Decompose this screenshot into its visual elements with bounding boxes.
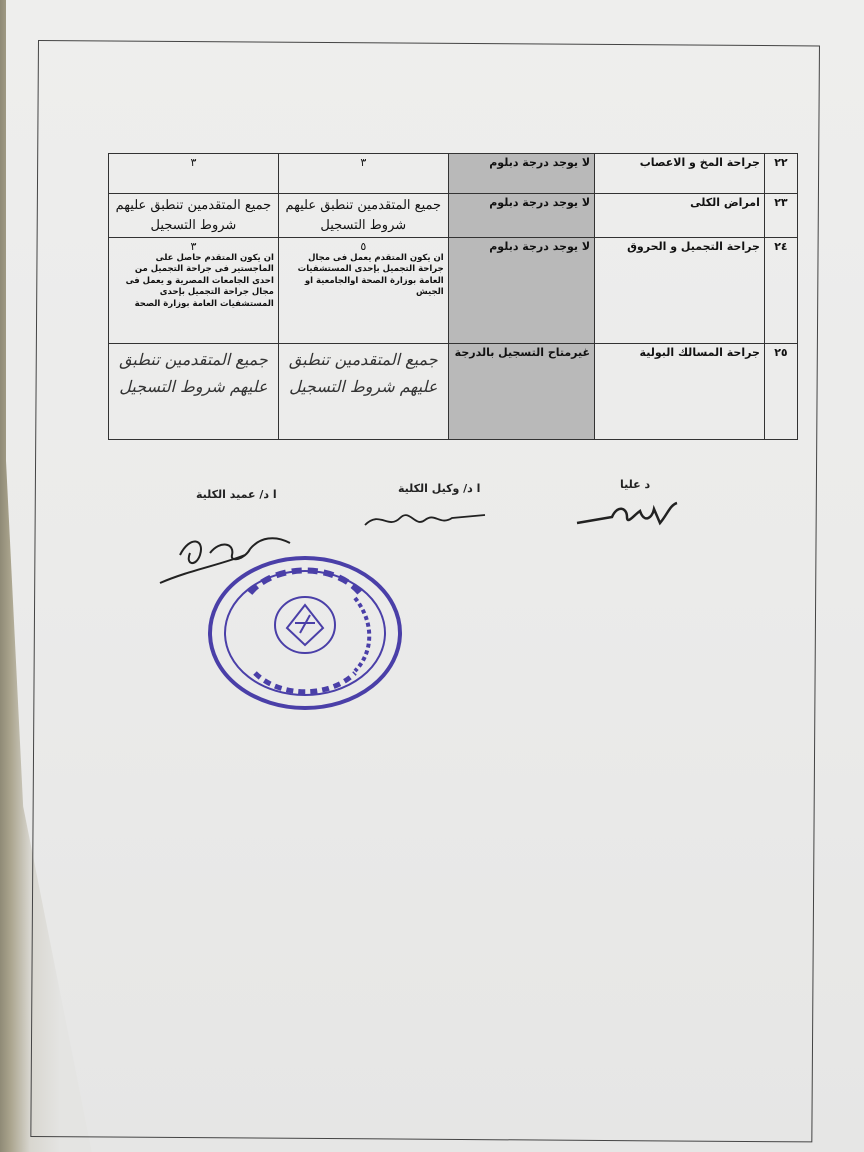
table-row: [109, 154, 798, 194]
vice-dean-signature: [360, 500, 490, 540]
row-number: ٢٣: [764, 194, 797, 238]
specialty-name: امراض الكلى: [595, 194, 765, 238]
diploma-status: لا يوجد درجة دبلوم: [448, 194, 594, 238]
row-number: ٢٥: [764, 344, 797, 440]
specialty-name: جراحة المسالك البولية: [595, 344, 765, 440]
count-value: ٣: [190, 240, 197, 253]
conditions-text: جميع المتقدمين تنطبق عليهم شروط التسجيل: [285, 198, 442, 233]
handwritten-note: جميع المتقدمين تنطبق عليهم شروط التسجيل: [288, 350, 438, 397]
count-value: ٥: [360, 240, 367, 253]
row-number: ٢٢: [764, 154, 797, 194]
conditions-text: جميع المتقدمين تنطبق عليهم شروط التسجيل: [115, 198, 272, 233]
conditions-text: ان يكون المتقدم حاصل على الماجستير فى جراحة التجميل من احدى الجامعات المصرية و يعمل فى مجال جراحة التجميل بإحدى المستشفيات العامة بوزارة الصحة: [125, 253, 274, 309]
conditions-text: ان يكون المتقدم يعمل فى مجال جراحة التجميل بإحدى المستشفيات العامة بوزارة الصحة اوالجامعية او الجيش: [297, 253, 444, 298]
higher-studies-label: د عليا: [620, 478, 651, 491]
table-row: [109, 344, 798, 440]
table-row: [109, 238, 798, 344]
count-cell: ٣: [109, 154, 279, 194]
diploma-status: لا يوجد درجة دبلوم: [448, 154, 594, 194]
university-seal: [205, 553, 405, 713]
diploma-status: لا يوجد درجة دبلوم: [448, 238, 594, 344]
count-cell: ٣: [278, 154, 448, 194]
table-row: [109, 194, 798, 238]
vice-dean-label: ا د/ وكيل الكلية: [398, 482, 481, 495]
specialty-name: جراحة التجميل و الحروق: [595, 238, 765, 344]
specialty-name: جراحة المخ و الاعصاب: [595, 154, 765, 194]
registration-table: [108, 153, 798, 440]
higher-studies-signature: [572, 495, 682, 535]
diploma-status: غيرمتاح التسجيل بالدرجة: [448, 344, 594, 440]
dean-label: ا د/ عميد الكلية: [196, 488, 277, 501]
handwritten-note: جميع المتقدمين تنطبق عليهم شروط التسجيل: [119, 350, 268, 397]
row-number: ٢٤: [764, 238, 797, 344]
